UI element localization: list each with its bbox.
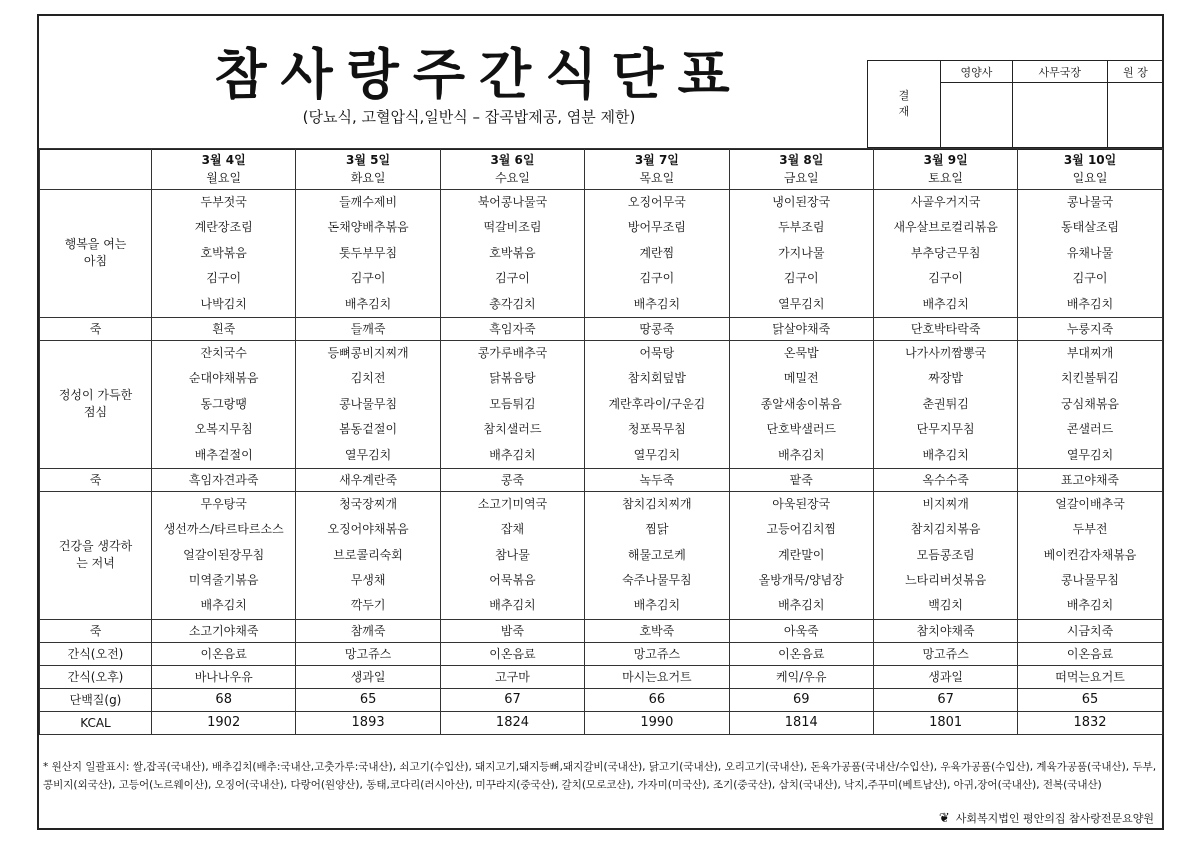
menu-sheet (37, 14, 1164, 830)
meal-cell (873, 190, 1017, 318)
menu-item: 돈채양배추볶음 (327, 220, 409, 235)
menu-item: 들깨수제비 (339, 195, 398, 209)
menu-item: 새우살브로컬리볶음 (893, 220, 998, 235)
menu-item: 배추김치 (633, 296, 681, 311)
meal-cell (440, 340, 584, 468)
row-label: 죽 (40, 619, 152, 642)
menu-item: 마시는요거트 (585, 665, 729, 688)
menu-item: 궁심채볶음 (1061, 396, 1120, 411)
menu-item: 가지나물 (778, 245, 825, 260)
menu-item: 치킨볼튀김 (1061, 371, 1120, 386)
menu-item: 흑임자견과죽 (152, 468, 296, 491)
menu-item: 어묵볶음 (489, 573, 536, 588)
menu-item: 배추김치 (633, 598, 681, 613)
page-title: 참사랑주간식단표 (214, 43, 744, 106)
menu-item: 배추김치 (778, 598, 825, 613)
menu-item: 메밀전 (783, 371, 819, 386)
day-weekday: 월요일 (206, 171, 242, 185)
menu-item: 청포묵무침 (627, 422, 686, 437)
menu-item: 김구이 (495, 271, 530, 286)
menu-item: 김구이 (1072, 271, 1108, 286)
menu-item: 동태살조림 (1061, 220, 1120, 235)
menu-item: 팥죽 (729, 468, 873, 491)
meal-cell (440, 190, 584, 318)
menu-item: 바나나우유 (152, 665, 296, 688)
menu-item: 배추김치 (489, 447, 536, 462)
meal-cell (152, 340, 296, 468)
menu-item: 고구마 (440, 665, 584, 688)
day-header (296, 149, 440, 190)
menu-item: 생과일 (873, 665, 1017, 688)
menu-item: 콩나물국 (1066, 195, 1114, 209)
corner-cell (40, 149, 152, 190)
snack-am-row (40, 642, 1163, 665)
menu-item: 망고쥬스 (585, 642, 729, 665)
menu-item: 참치샐러드 (483, 422, 542, 437)
menu-item: 총각김치 (489, 296, 536, 311)
menu-item: 생과일 (296, 665, 440, 688)
meal-cell (873, 491, 1017, 619)
menu-item: 배추김치 (1066, 296, 1114, 311)
day-header (729, 149, 873, 190)
day-weekday: 수요일 (495, 171, 530, 185)
menu-item: 어묵탕 (639, 345, 675, 360)
day-weekday: 토요일 (928, 171, 964, 185)
menu-item: 단호박샐러드 (766, 422, 837, 437)
day-date: 3월 6일 (490, 153, 535, 167)
menu-item: 등뼈콩비지찌개 (327, 345, 409, 360)
institution-name: 사회복지법인 평안의집 참사랑전문요양원 (955, 812, 1154, 825)
menu-item: 무우탕국 (200, 496, 247, 511)
meal-cell (729, 190, 873, 318)
menu-item: 1832 (1018, 711, 1162, 734)
meal-cell (1018, 190, 1162, 318)
menu-item: 유채나물 (1066, 245, 1114, 260)
menu-item: 나가사끼짬뽕국 (905, 345, 987, 360)
meal-cell (152, 190, 296, 318)
menu-item: 두부젓국 (200, 195, 247, 209)
menu-item: 콩가루배추국 (477, 345, 548, 360)
row-label: 죽 (40, 317, 152, 340)
porridge-lunch-row (40, 468, 1163, 491)
menu-item: 잔치국수 (200, 345, 247, 360)
menu-item: 계란장조림 (194, 220, 253, 235)
menu-item: 이온음료 (440, 642, 584, 665)
menu-item: 67 (440, 688, 584, 711)
menu-item: 흑임자죽 (440, 317, 584, 340)
row-label: 단백질(g) (40, 688, 152, 711)
menu-item: 김치전 (350, 371, 386, 386)
menu-item: 봄동겉절이 (339, 422, 398, 437)
menu-item: 이온음료 (152, 642, 296, 665)
menu-item: 계란찜 (639, 245, 675, 260)
meal-cell (296, 491, 440, 619)
menu-item: 잡채 (500, 522, 525, 537)
row-label: 간식(오후) (40, 665, 152, 688)
menu-item: 나박김치 (200, 296, 247, 311)
day-header (440, 149, 584, 190)
menu-item: 열무김치 (344, 447, 392, 462)
day-weekday: 화요일 (350, 171, 386, 185)
menu-item: 흰죽 (152, 317, 296, 340)
menu-item: 톳두부무침 (339, 245, 398, 260)
meal-cell (296, 190, 440, 318)
day-weekday: 금요일 (783, 171, 819, 185)
menu-item: 생선까스/타르타르소스 (163, 522, 284, 537)
menu-item: 망고쥬스 (296, 642, 440, 665)
menu-item: 떡갈비조림 (483, 220, 542, 235)
menu-item: 이온음료 (729, 642, 873, 665)
menu-item: 두부조림 (778, 220, 825, 235)
menu-item: 느타리버섯볶음 (905, 573, 987, 588)
menu-item: 1814 (729, 711, 873, 734)
meal-cell (873, 340, 1017, 468)
day-date: 3월 10일 (1063, 153, 1117, 167)
menu-item: 순대야채볶음 (188, 371, 259, 386)
approval-role-head: 원 장 (1107, 61, 1163, 83)
menu-item: 케익/우유 (729, 665, 873, 688)
approval-label: 결 재 (868, 61, 941, 148)
meal-cell (729, 491, 873, 619)
menu-item: 배추김치 (1066, 598, 1114, 613)
menu-item: 열무김치 (633, 447, 681, 462)
menu-item: 부대찌개 (1066, 345, 1114, 360)
menu-item: 사골우거지국 (910, 195, 981, 209)
meal-cell (440, 491, 584, 619)
day-header (152, 149, 296, 190)
menu-item: 호박볶음 (489, 245, 536, 260)
menu-item: 백김치 (928, 598, 964, 613)
menu-item: 얼갈이된장무침 (183, 547, 265, 562)
menu-item: 옥수수죽 (873, 468, 1017, 491)
menu-item: 단호박타락죽 (873, 317, 1017, 340)
menu-item: 김구이 (350, 271, 386, 286)
menu-item: 고등어김치찜 (766, 522, 837, 537)
menu-item: 1893 (296, 711, 440, 734)
menu-item: 두부전 (1072, 522, 1108, 537)
menu-item: 종알새송이볶음 (760, 396, 842, 411)
menu-item: 호박죽 (585, 619, 729, 642)
menu-item: 65 (1018, 688, 1162, 711)
menu-item: 68 (152, 688, 296, 711)
menu-header (39, 16, 1162, 150)
breakfast-row (40, 190, 1163, 318)
dinner-row (40, 491, 1163, 619)
day-header (1018, 149, 1162, 190)
approval-role-dietitian: 영양사 (941, 61, 1013, 83)
menu-item: 미역줄기볶음 (188, 573, 259, 588)
menu-item: 춘권튀김 (922, 396, 969, 411)
menu-item: 66 (585, 688, 729, 711)
menu-item: 소고기미역국 (477, 496, 548, 511)
menu-item: 김구이 (783, 271, 819, 286)
menu-item: 방어무조림 (627, 220, 686, 235)
institution-logo-icon: ❦ (938, 811, 950, 826)
row-label: 행복을 여는 아침 (40, 190, 152, 318)
menu-item: 밤죽 (440, 619, 584, 642)
day-header (873, 149, 1017, 190)
menu-item: 아욱된장국 (772, 496, 831, 511)
menu-item: 배추김치 (922, 447, 969, 462)
day-weekday: 목요일 (639, 171, 675, 185)
weekly-menu-table (39, 148, 1163, 735)
menu-item: 올방개묵/양념장 (758, 573, 844, 588)
menu-item: 땅콩죽 (585, 317, 729, 340)
menu-item: 67 (873, 688, 1017, 711)
menu-item: 배추김치 (344, 296, 392, 311)
menu-item: 망고쥬스 (873, 642, 1017, 665)
menu-item: 참치야채죽 (873, 619, 1017, 642)
menu-item: 짜장밥 (928, 371, 964, 386)
menu-item: 1990 (585, 711, 729, 734)
menu-item: 비지찌개 (922, 496, 969, 511)
day-weekday: 일요일 (1072, 171, 1108, 185)
menu-item: 청국장찌개 (339, 496, 398, 511)
menu-item: 냉이된장국 (772, 195, 831, 209)
menu-item: 콩나물무침 (1061, 573, 1120, 588)
menu-item: 콩죽 (440, 468, 584, 491)
menu-item: 콘샐러드 (1066, 422, 1114, 437)
menu-item: 새우계란죽 (296, 468, 440, 491)
approval-sign-dietitian (941, 83, 1013, 148)
approval-role-director: 사무국장 (1012, 61, 1107, 83)
menu-item: 열무김치 (1066, 447, 1114, 462)
menu-item: 브로콜리숙회 (333, 547, 403, 562)
porridge-morning-row (40, 317, 1163, 340)
menu-item: 69 (729, 688, 873, 711)
meal-cell (1018, 491, 1162, 619)
approval-sign-head (1107, 83, 1163, 148)
menu-item: 배추겉절이 (194, 447, 253, 462)
menu-item: 참치회덮밥 (627, 371, 686, 386)
menu-item: 닭볶음탕 (489, 371, 536, 386)
menu-item: 온묵밥 (783, 345, 819, 360)
menu-item: 깍두기 (350, 598, 386, 613)
menu-item: 동그랑땡 (200, 396, 247, 411)
protein-row (40, 688, 1163, 711)
menu-item: 아욱죽 (729, 619, 873, 642)
menu-item: 참치김치볶음 (910, 522, 981, 537)
row-label: 정성이 가득한 점심 (40, 340, 152, 468)
menu-item: 닭살야채죽 (729, 317, 873, 340)
menu-item: 모듬튀김 (489, 396, 536, 411)
row-label: 간식(오전) (40, 642, 152, 665)
day-header (585, 149, 729, 190)
day-date: 3월 7일 (634, 153, 679, 167)
menu-item: 김구이 (639, 271, 675, 286)
row-label: 건강을 생각하 는 저녁 (40, 491, 152, 619)
menu-item: 녹두죽 (585, 468, 729, 491)
row-label: KCAL (40, 711, 152, 734)
day-date: 3월 9일 (923, 153, 968, 167)
day-date: 3월 4일 (201, 153, 246, 167)
meal-cell (585, 190, 729, 318)
menu-item: 떠먹는요거트 (1018, 665, 1162, 688)
menu-item: 열무김치 (778, 296, 825, 311)
kcal-row (40, 711, 1163, 734)
menu-item: 북어콩나물국 (477, 195, 548, 209)
menu-item: 얼갈이배추국 (1055, 496, 1125, 511)
menu-item: 단무지무침 (916, 422, 975, 437)
menu-item: 표고야채죽 (1018, 468, 1162, 491)
menu-item: 누룽지죽 (1018, 317, 1162, 340)
menu-item: 오복지무침 (194, 422, 253, 437)
menu-item: 숙주나물무침 (622, 573, 692, 588)
menu-item: 이온음료 (1018, 642, 1162, 665)
menu-item: 들깨죽 (296, 317, 440, 340)
menu-item: 모듬콩조림 (916, 547, 975, 562)
menu-item: 참치김치찌개 (622, 496, 692, 511)
menu-item: 부추당근무침 (910, 245, 981, 260)
menu-item: 참깨죽 (296, 619, 440, 642)
approval-sign-director (1012, 83, 1107, 148)
menu-item: 무생채 (350, 573, 386, 588)
porridge-dinner-row (40, 619, 1163, 642)
meal-cell (152, 491, 296, 619)
menu-item: 시금치죽 (1018, 619, 1162, 642)
meal-cell (296, 340, 440, 468)
meal-cell (585, 491, 729, 619)
menu-item: 65 (296, 688, 440, 711)
meal-cell (585, 340, 729, 468)
lunch-row (40, 340, 1163, 468)
menu-item: 배추김치 (922, 296, 969, 311)
origin-note: * 원산지 일괄표시: 쌀,잡곡(국내산), 배추김치(배추:국내산,고춧가루:국내산), 쇠고기(수입산), 돼지고기,돼지등뼈,돼지갈비(국내산), 닭고기(국내산), 오리고기(국내산), 돈육가공품(국내산/수입산), 우육가공품(수입산), 계육가공품(국내산), 두부, 콩비지(외국산), 고등어(노르웨이산), 오징어(국내산), 다랑어(원양산), 동태,코다리(러시아산), 미꾸라지(중국산), 갈치(모로코산), 가자미(미국산), 조기(중국산), 삼치(국내산), 낙지,주꾸미(베트남산), 아귀,장어(국내산), 전복(국내산) (43, 761, 1157, 791)
institution-signature (939, 810, 1154, 826)
snack-pm-row (40, 665, 1163, 688)
menu-item: 배추김치 (200, 598, 247, 613)
menu-item: 계란후라이/구운김 (608, 396, 706, 411)
menu-item: 소고기야채죽 (152, 619, 296, 642)
menu-item: 김구이 (928, 271, 964, 286)
menu-item: 1824 (440, 711, 584, 734)
meal-cell (729, 340, 873, 468)
day-header-row (40, 149, 1163, 190)
meal-cell (1018, 340, 1162, 468)
menu-item: 배추김치 (489, 598, 536, 613)
menu-item: 해물고로케 (627, 547, 686, 562)
day-date: 3월 8일 (779, 153, 824, 167)
menu-item: 콩나물무침 (339, 396, 398, 411)
page-subtitle: (당뇨식, 고혈압식,일반식 – 잡곡밥제공, 염분 제한) (302, 108, 636, 126)
day-date: 3월 5일 (346, 153, 391, 167)
menu-item: 베이컨감자채볶음 (1043, 547, 1137, 562)
row-label: 죽 (40, 468, 152, 491)
menu-item: 1801 (873, 711, 1017, 734)
approval-box (867, 60, 1164, 148)
menu-item: 배추김치 (778, 447, 825, 462)
menu-item: 호박볶음 (200, 245, 247, 260)
menu-item: 계란말이 (778, 547, 825, 562)
menu-item: 찜닭 (645, 522, 669, 537)
menu-item: 오징어야채볶음 (327, 522, 409, 537)
menu-item: 오징어무국 (627, 195, 686, 209)
menu-item: 김구이 (206, 271, 242, 286)
menu-item: 1902 (152, 711, 296, 734)
menu-item: 참나물 (495, 547, 530, 562)
